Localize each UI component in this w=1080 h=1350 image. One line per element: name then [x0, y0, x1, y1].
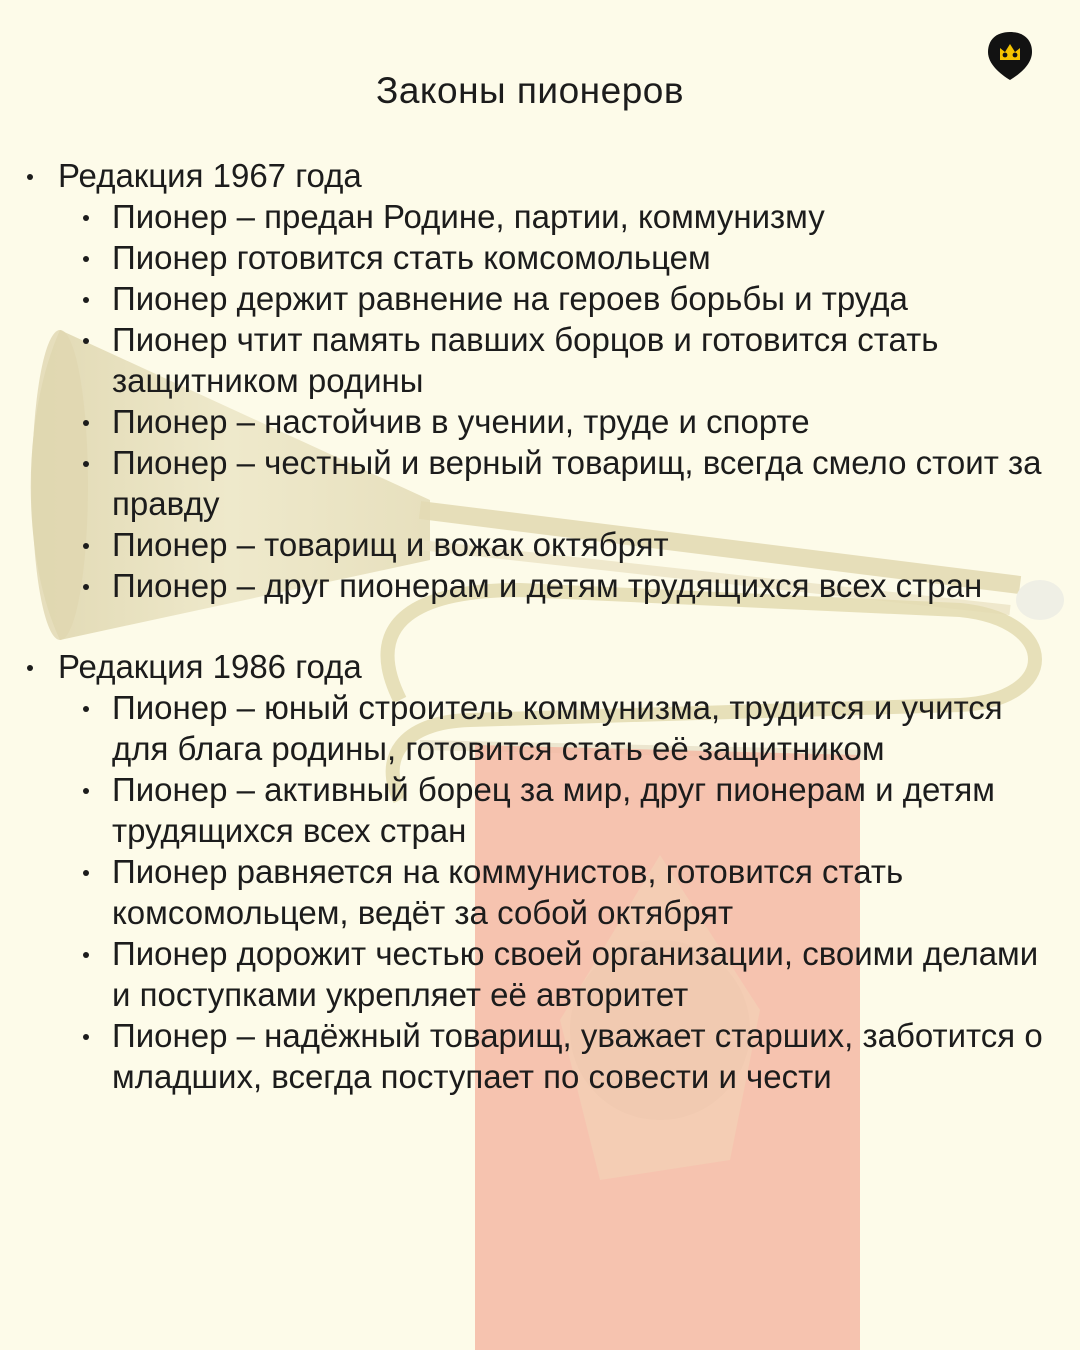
law-item: Пионер – честный и верный товарищ, всегда смело стоит за правду: [78, 442, 1054, 524]
law-item: Пионер чтит память павших борцов и готовится стать защитником родины: [78, 319, 1054, 401]
law-item: Пионер равняется на коммунистов, готовится стать комсомольцем, ведёт за собой октябрят: [78, 851, 1054, 933]
law-item: Пионер – надёжный товарищ, уважает старших, заботится о младших, всегда поступает по совести и чести: [78, 1015, 1054, 1097]
law-item: Пионер – юный строитель коммунизма, трудится и учится для блага родины, готовится стать её защитником: [78, 687, 1054, 769]
law-item: Пионер – активный борец за мир, друг пионерам и детям трудящихся всех стран: [78, 769, 1054, 851]
law-item: Пионер – друг пионерам и детям трудящихся всех стран: [78, 565, 1054, 606]
law-item: Пионер – настойчив в учении, труде и спорте: [78, 401, 1054, 442]
section-1967: [24, 155, 1054, 606]
law-item: Пионер готовится стать комсомольцем: [78, 237, 1054, 278]
law-item: Пионер дорожит честью своей организации, своими делами и поступками укрепляет её авторитет: [78, 933, 1054, 1015]
page-title: Законы пионеров: [375, 70, 685, 111]
law-item: Пионер – товарищ и вожак октябрят: [78, 524, 1054, 565]
law-item: Пионер держит равнение на героев борьбы и труда: [78, 278, 1054, 319]
law-item: Пионер – предан Родине, партии, коммунизму: [78, 196, 1054, 237]
section-1986: [24, 646, 1054, 1097]
section-label: Редакция 1986 года: [58, 648, 362, 685]
section-label: Редакция 1967 года: [58, 157, 362, 194]
laws-list: [24, 155, 1054, 1097]
